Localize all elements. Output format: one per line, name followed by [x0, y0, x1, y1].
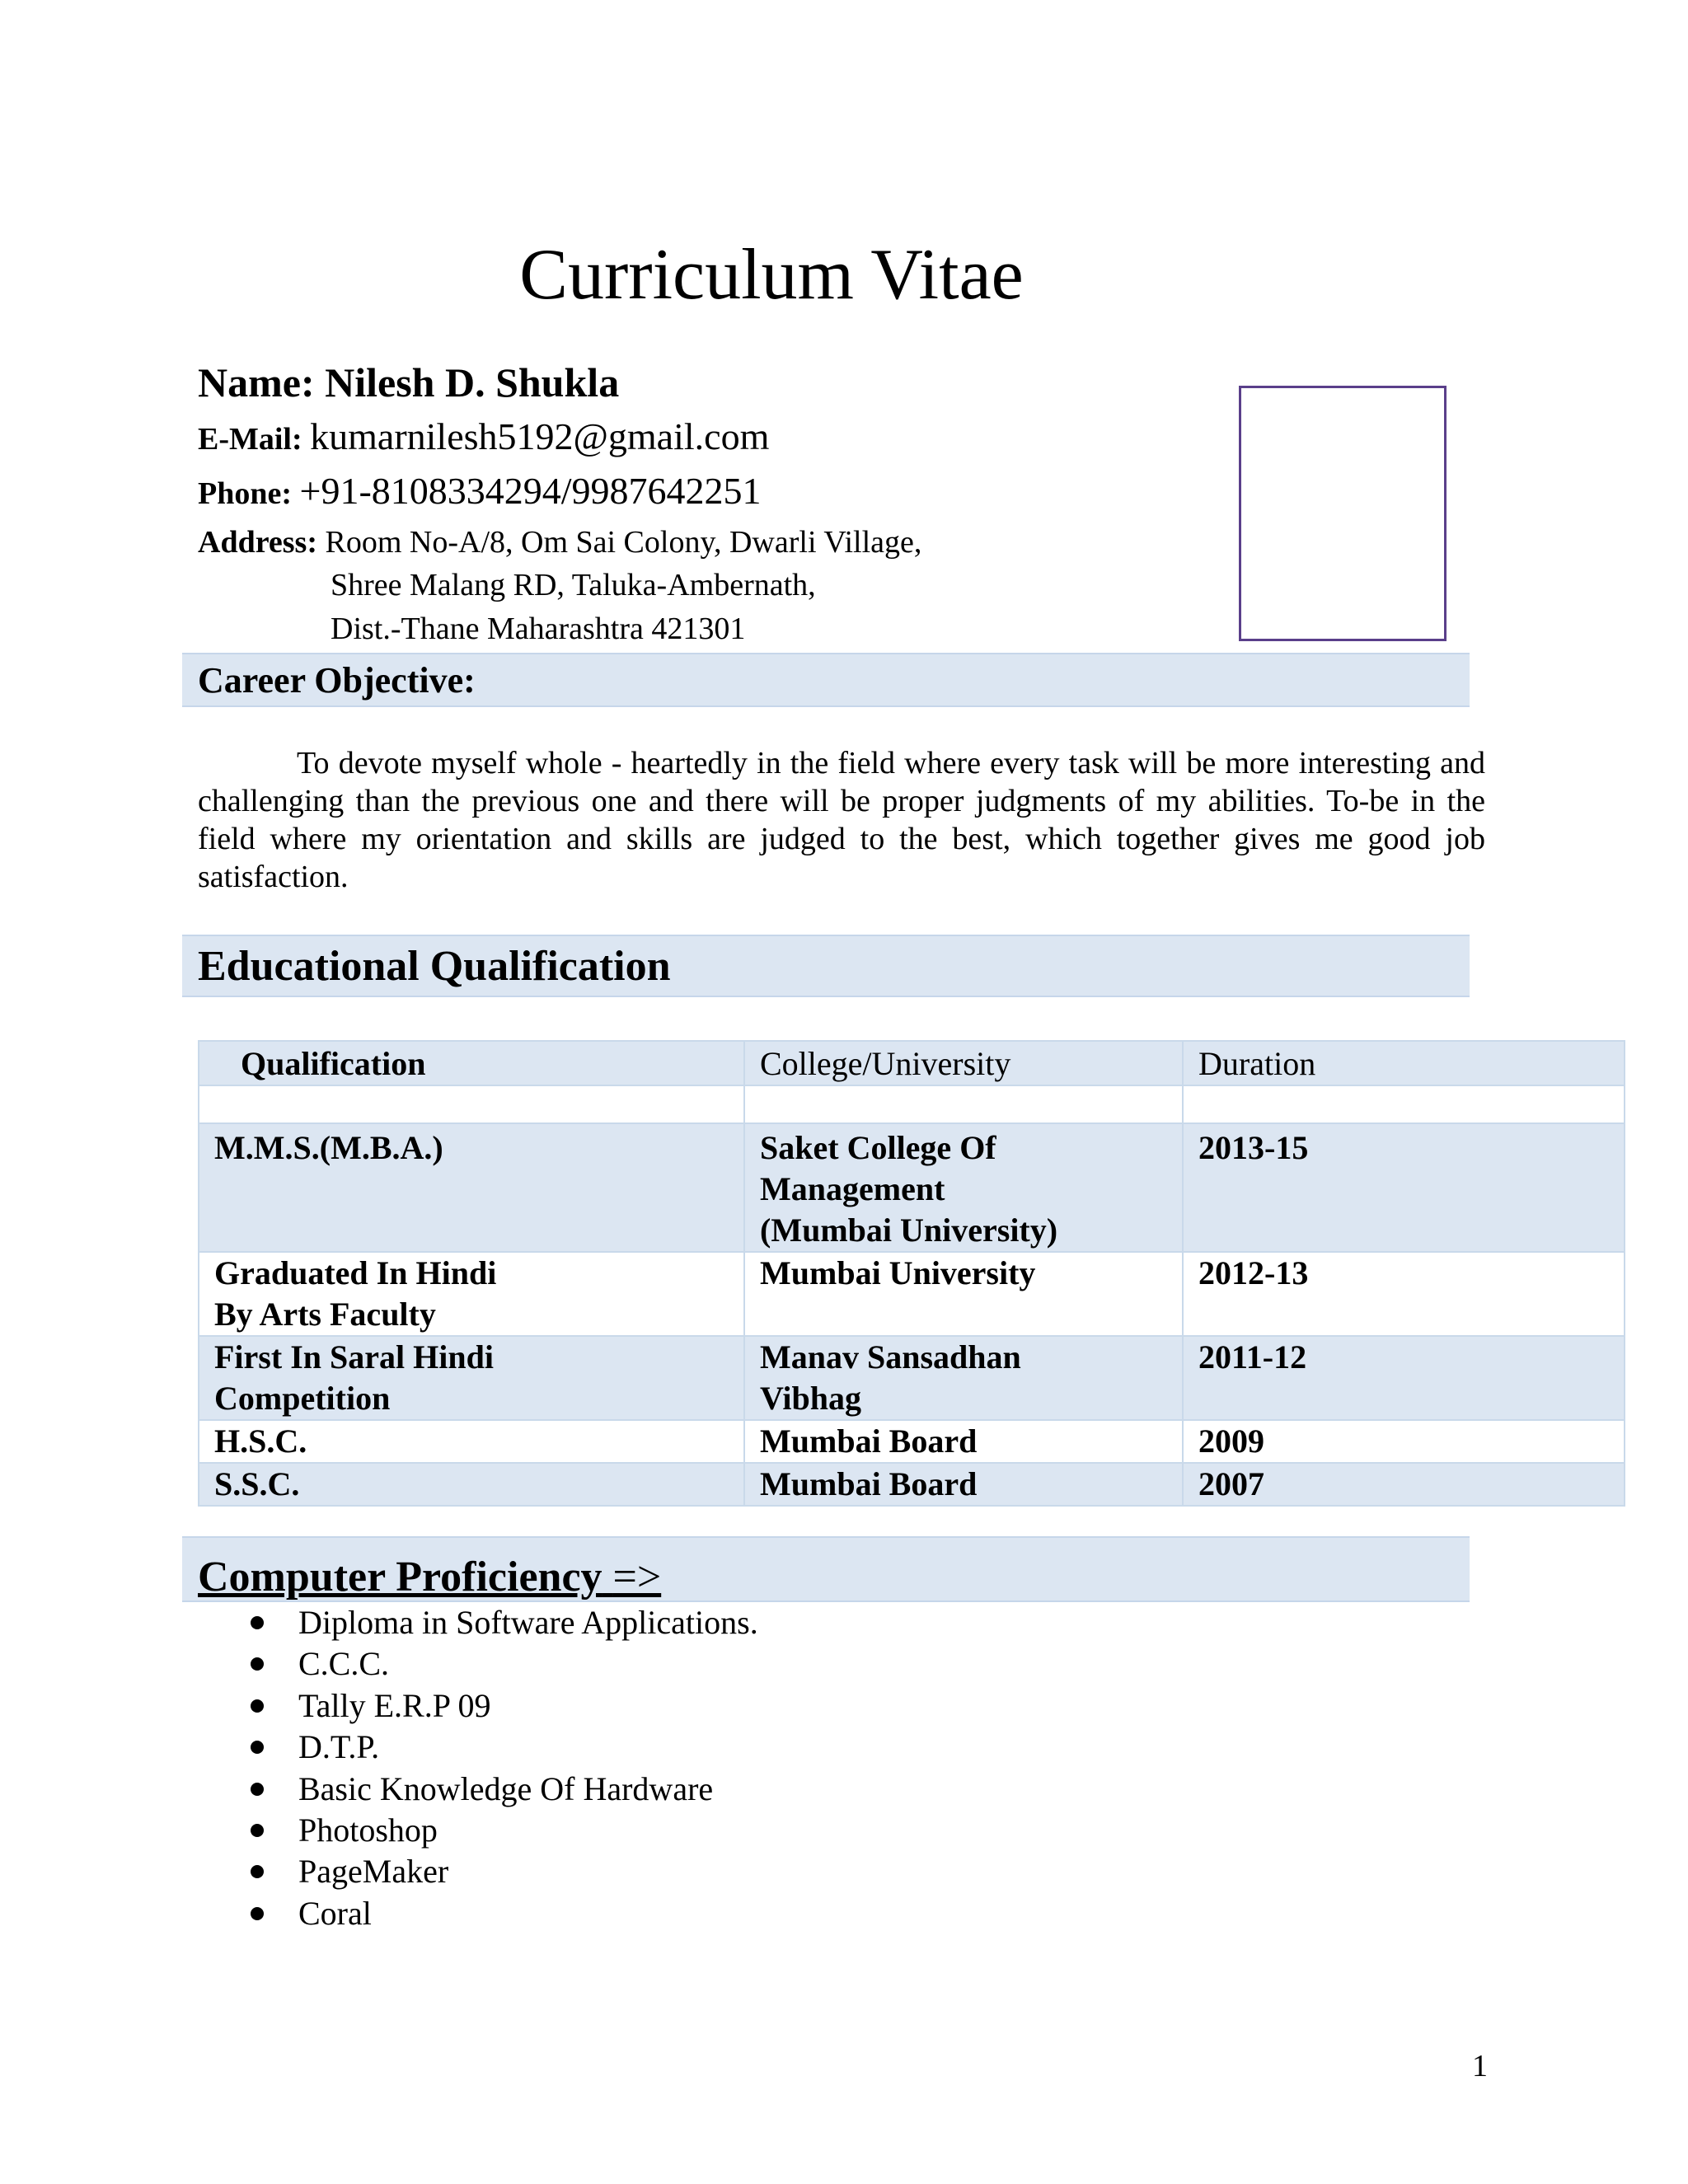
- qualification-cell: [199, 1463, 744, 1506]
- list-item: [239, 1685, 758, 1727]
- phone-line: [198, 470, 762, 515]
- list-item: [239, 1851, 758, 1892]
- list-item: [239, 1893, 758, 1934]
- bullet-icon: [251, 1699, 264, 1713]
- column-header-qualification: Qualification: [199, 1041, 744, 1085]
- list-item: [239, 1769, 758, 1810]
- career-objective-band: [182, 653, 1470, 707]
- duration-cell: 2012-13: [1183, 1252, 1625, 1336]
- computer-proficiency-heading: [198, 1553, 826, 1602]
- skill-text: Photoshop: [298, 1811, 438, 1849]
- skill-text: C.C.C.: [298, 1645, 390, 1683]
- qualification-line: S.S.C.: [214, 1465, 300, 1502]
- qualification-line: M.M.S.(M.B.A.): [214, 1129, 443, 1166]
- institute-line: Mumbai Board: [760, 1422, 978, 1460]
- column-header-college: College/University: [744, 1041, 1183, 1085]
- education-table: [198, 1040, 1625, 1507]
- qualification-line: Competition: [214, 1380, 391, 1417]
- table-row: [199, 1252, 1625, 1336]
- bullet-icon: [251, 1824, 264, 1837]
- name-label: Name:: [198, 359, 315, 405]
- column-header-duration: Duration: [1183, 1041, 1625, 1085]
- institute-line: Mumbai University: [760, 1254, 1036, 1291]
- phone-label: Phone:: [198, 476, 292, 511]
- phone-value: +91-8108334294/9987642251: [299, 470, 762, 512]
- table-row: [199, 1336, 1625, 1420]
- address-line-2: Shree Malang RD, Taluka-Ambernath,: [331, 568, 816, 602]
- qualification-cell: [199, 1252, 744, 1336]
- institute-cell: [744, 1420, 1183, 1463]
- skill-text: Tally E.R.P 09: [298, 1686, 491, 1724]
- bullet-icon: [251, 1783, 264, 1796]
- institute-line: Management: [760, 1170, 945, 1207]
- name-line: [198, 356, 619, 409]
- arrow-symbol: =>: [612, 1554, 662, 1601]
- name-value: Nilesh D. Shukla: [325, 359, 620, 405]
- bullet-icon: [251, 1741, 264, 1754]
- table-row: [199, 1463, 1625, 1506]
- computer-proficiency-title: Computer Proficiency: [198, 1554, 603, 1601]
- bullet-icon: [251, 1657, 264, 1671]
- institute-cell: [744, 1252, 1183, 1336]
- skill-text: PageMaker: [298, 1853, 449, 1891]
- duration-cell: 2011-12: [1183, 1336, 1625, 1420]
- education-heading: Educational Qualification: [198, 943, 671, 990]
- bullet-icon: [251, 1907, 264, 1920]
- table-header-row: [199, 1041, 1625, 1085]
- page-number: 1: [1472, 2049, 1488, 2083]
- qualification-line: First In Saral Hindi: [214, 1338, 494, 1376]
- career-objective-text: To devote myself whole - heartedly in the field where every task will be more interesting and challenging than the previous one and there will be proper judgments of my abilities. To-be in the field where my orientation and skills are judged to the best, which together gives me good job satisfaction.: [198, 746, 1485, 894]
- institute-line: Vibhag: [760, 1380, 862, 1417]
- list-item: [239, 1643, 758, 1685]
- list-item: [239, 1810, 758, 1851]
- skill-text: D.T.P.: [298, 1728, 380, 1766]
- qualification-cell: [199, 1336, 744, 1420]
- address-line-1: [198, 521, 921, 564]
- table-row: [199, 1123, 1625, 1252]
- duration-cell: 2009: [1183, 1420, 1625, 1463]
- computer-proficiency-band: [182, 1536, 1470, 1602]
- qualification-cell: [199, 1420, 744, 1463]
- document-title: Curriculum Vitae: [519, 235, 1024, 315]
- address-label: Address:: [198, 525, 317, 560]
- address-line-3: Dist.-Thane Maharashtra 421301: [331, 612, 746, 646]
- qualification-line: Graduated In Hindi: [214, 1254, 497, 1291]
- institute-cell: [744, 1123, 1183, 1252]
- address-value-1: Room No-A/8, Om Sai Colony, Dwarli Village,: [325, 525, 922, 560]
- institute-line: Mumbai Board: [760, 1465, 978, 1502]
- duration-cell: 2007: [1183, 1463, 1625, 1506]
- skill-text: Basic Knowledge Of Hardware: [298, 1769, 714, 1807]
- skill-text: Coral: [298, 1894, 372, 1932]
- bullet-icon: [251, 1616, 264, 1629]
- email-value: kumarnilesh5192@gmail.com: [310, 415, 770, 457]
- list-item: [239, 1602, 758, 1643]
- duration-cell: 2013-15: [1183, 1123, 1625, 1252]
- email-label: E-Mail:: [198, 422, 302, 457]
- email-line: [198, 415, 769, 461]
- qualification-line: By Arts Faculty: [214, 1296, 436, 1333]
- table-spacer-row: [199, 1085, 1625, 1123]
- bullet-icon: [251, 1865, 264, 1878]
- list-item: [239, 1727, 758, 1768]
- career-objective-heading: Career Objective:: [198, 660, 476, 701]
- institute-line: Saket College Of: [760, 1129, 996, 1166]
- education-band: [182, 935, 1470, 997]
- institute-line: Manav Sansadhan: [760, 1338, 1021, 1376]
- computer-skills-list: [239, 1602, 758, 1934]
- institute-cell: [744, 1463, 1183, 1506]
- photo-placeholder: [1239, 386, 1447, 641]
- qualification-line: H.S.C.: [214, 1422, 307, 1460]
- institute-cell: [744, 1336, 1183, 1420]
- skill-text: Diploma in Software Applications.: [298, 1604, 758, 1641]
- table-row: [199, 1420, 1625, 1463]
- institute-line: (Mumbai University): [760, 1212, 1058, 1249]
- qualification-cell: [199, 1123, 744, 1252]
